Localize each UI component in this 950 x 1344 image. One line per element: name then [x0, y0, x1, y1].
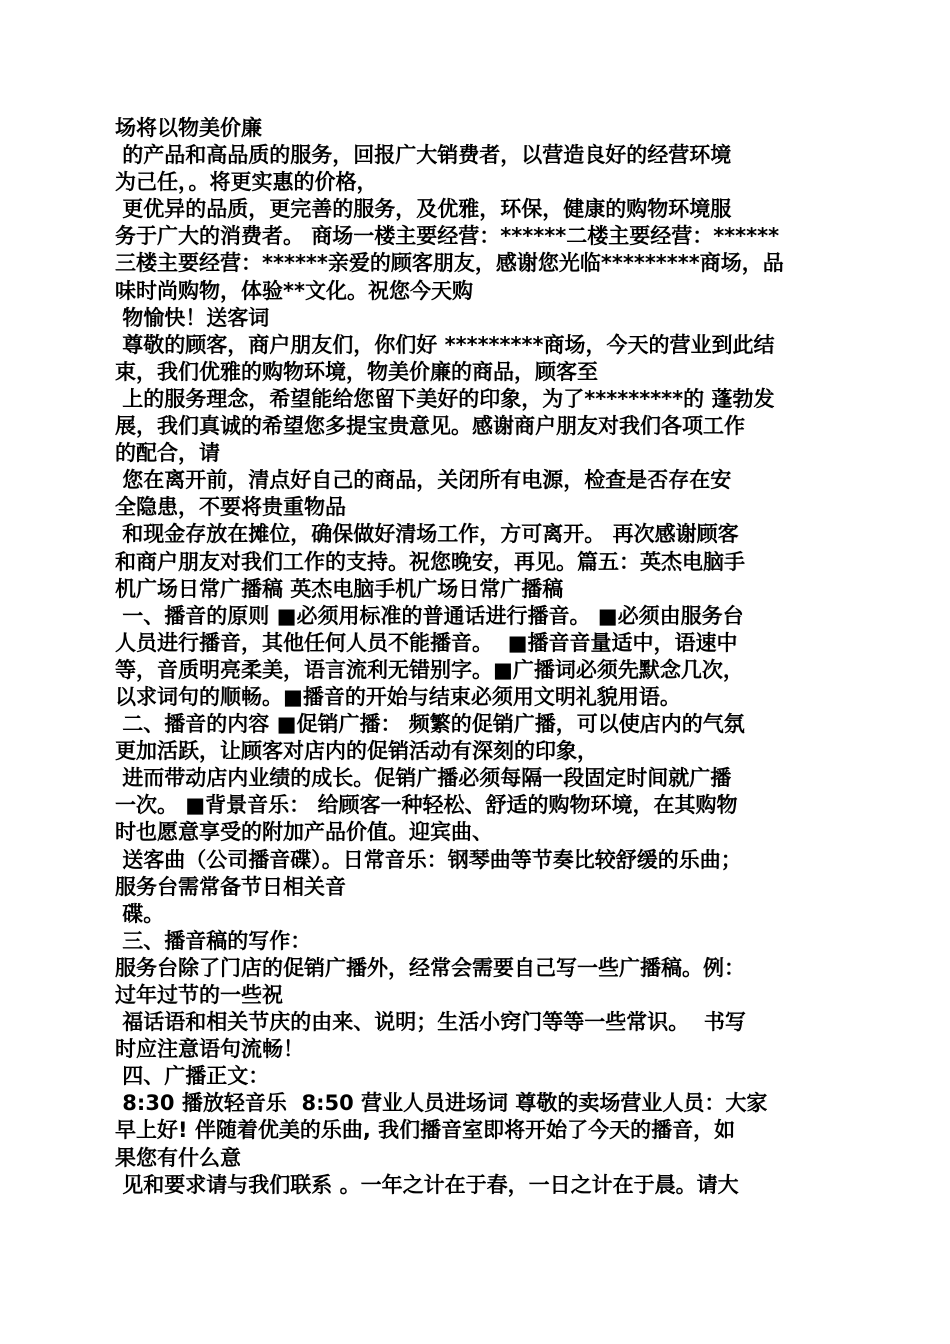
text-line: 尊敬的顾客，商户朋友们，你们好 *********商场，今天的营业到此结: [115, 332, 775, 357]
text-line: 二、播音的内容 ■促销广播： 频繁的促销广播，可以使店内的气氛: [115, 712, 745, 737]
text-line: 过年过节的一些祝: [115, 983, 283, 1007]
text-line: 场将以物美价廉: [115, 116, 262, 140]
text-line: 时也愿意享受的附加产品价值。迎宾曲、: [115, 820, 493, 845]
text-line: 束，我们优雅的购物环境，物美价廉的商品，顾客至: [115, 359, 598, 384]
text-line: 时应注意语句流畅！: [115, 1037, 304, 1062]
text-line: 以求词句的顺畅。■播音的开始与结束必须用文明礼貌用语。: [115, 684, 681, 709]
text-line: 等，音质明亮柔美，语言流利无错别字。■广播词必须先默念几次，: [115, 657, 744, 682]
text-line: 上的服务理念，希望能给您留下美好的印象，为了*********的 蓬勃发: [115, 386, 775, 411]
text-line: 福话语和相关节庆的由来、说明；生活小窍门等等一些常识。 书写: [115, 1010, 746, 1035]
text-line: 机广场日常广播稿 英杰电脑手机广场日常广播稿: [115, 576, 564, 601]
text-line: 进而带动店内业绩的成长。促销广播必须每隔一段固定时间就广播: [115, 766, 732, 791]
text-line: 三、播音稿的写作：: [115, 928, 312, 953]
text-line: 一次。 ■背景音乐： 给顾客一种轻松、舒适的购物环境，在其购物: [115, 793, 738, 818]
text-line: 味时尚购物，体验**文化。祝您今天购: [115, 278, 473, 303]
text-line: 人员进行播音，其他任何人员不能播音。 ■播音音量适中，语速中: [115, 630, 738, 655]
text-line: 务于广大的消费者。 商场一楼主要经营：******二楼主要经营：******: [115, 224, 780, 249]
text-line: 展，我们真诚的希望您多提宝贵意见。感谢商户朋友对我们各项工作: [115, 414, 745, 439]
text-line: 更优异的品质，更完善的服务，及优雅，环保，健康的购物环境服: [115, 197, 732, 222]
text-line: 为己任，。将更实惠的价格，: [115, 170, 378, 195]
text-line: 更加活跃，让顾客对店内的促销活动有深刻的印象，: [115, 739, 598, 764]
text-line: 一、播音的原则 ■必须用标准的普通话进行播音。 ■必须由服务台: [115, 603, 744, 628]
text-line: 8:30 播放轻音乐 8:50 营业人员进场词 尊敬的卖场营业人员：大家: [115, 1091, 768, 1116]
text-line: 早上好! 伴随着优美的乐曲, 我们播音室即将开始了今天的播音，如: [115, 1118, 736, 1143]
text-line: 物愉快！送客词: [115, 305, 270, 330]
text-line: 三楼主要经营：******亲爱的顾客朋友，感谢您光临*********商场，品: [115, 251, 784, 276]
text-line: 的配合，请: [115, 441, 220, 466]
text-line: 和商户朋友对我们工作的支持。祝您晚安，再见。篇五：英杰电脑手: [115, 549, 745, 574]
text-line: 碟。: [115, 901, 165, 926]
text-line: 见和要求请与我们联系 。一年之计在于春，一日之计在于晨。请大: [115, 1172, 739, 1197]
text-line: 和现金存放在摊位，确保做好清场工作，方可离开。 再次感谢顾客: [115, 522, 739, 547]
text-line: 您在离开前，清点好自己的商品，关闭所有电源，检查是否存在安: [115, 468, 732, 493]
text-line: 服务台除了门店的促销广播外，经常会需要自己写一些广播稿。例：: [115, 955, 745, 980]
text-line: 全隐患，不要将贵重物品: [115, 495, 346, 520]
text-line: 的产品和高品质的服务，回报广大销费者，以营造良好的经营环境: [115, 143, 732, 168]
text-line: 四、广播正文：: [115, 1064, 270, 1089]
text-line: 送客曲（公司播音碟）。日常音乐：钢琴曲等节奏比较舒缓的乐曲；: [115, 847, 742, 872]
document-body: [115, 115, 835, 1199]
text-line: 果您有什么意: [115, 1145, 241, 1170]
text-line: 服务台需常备节日相关音: [115, 874, 346, 899]
